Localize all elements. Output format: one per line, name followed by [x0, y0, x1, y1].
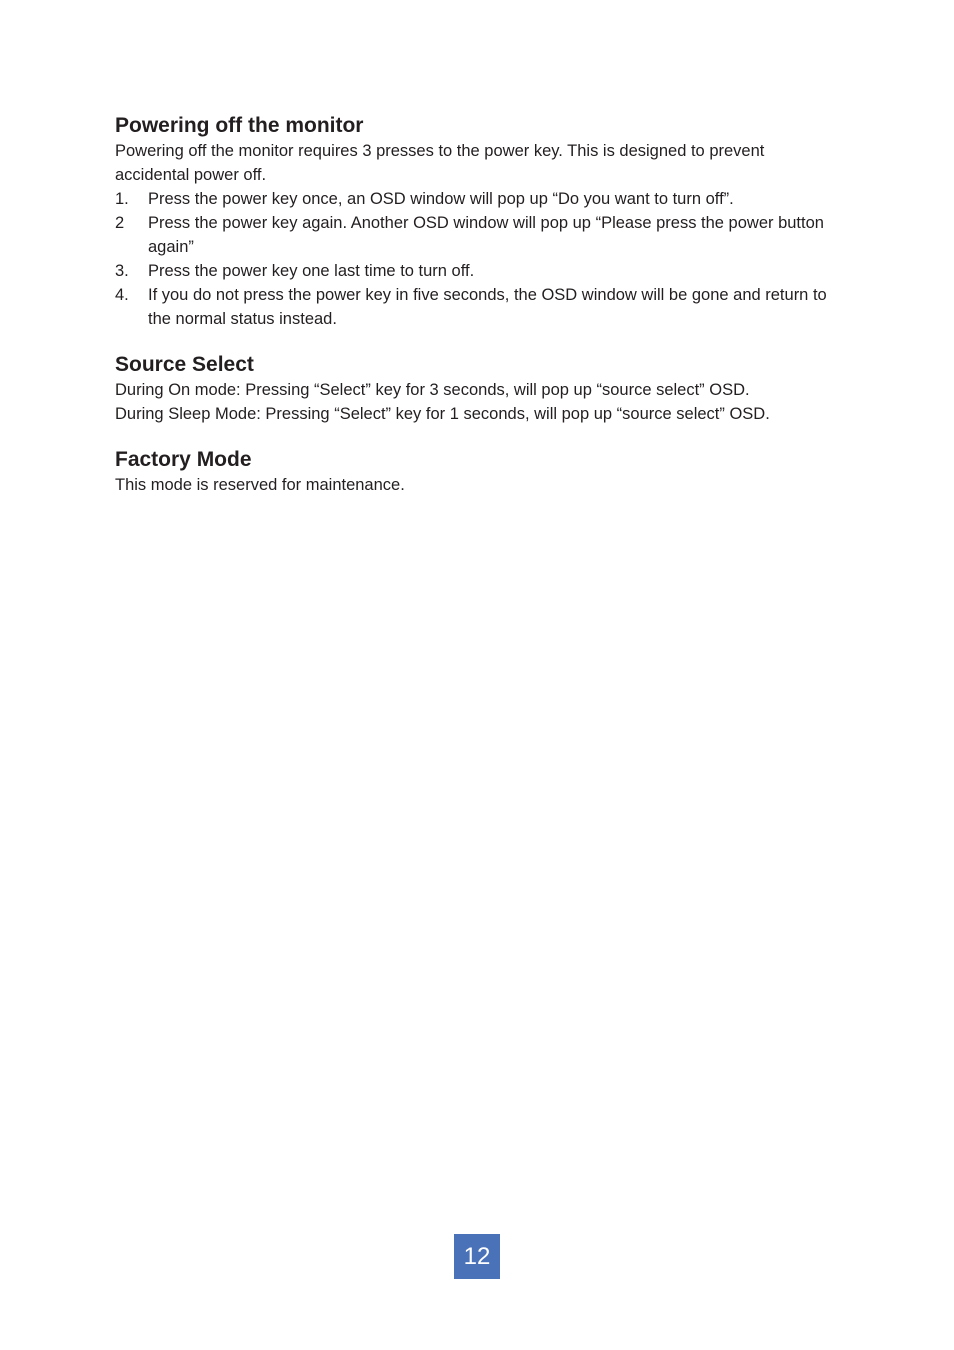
list-item-text: Press the power key once, an OSD window will pop up “Do you want to turn off”. [148, 190, 734, 208]
page-content [115, 113, 835, 497]
factory-mode-description: This mode is reserved for maintenance. [115, 476, 405, 494]
section-powering-off [115, 113, 835, 331]
list-item-number: 2 [115, 214, 125, 232]
section-title-powering-off: Powering off the monitor [115, 114, 364, 137]
section-factory-mode [115, 447, 835, 497]
powering-off-steps [115, 187, 835, 331]
section-title-source-select: Source Select [115, 353, 254, 376]
list-item-text: Press the power key one last time to turn off. [148, 262, 475, 280]
list-item [115, 211, 835, 259]
list-item [115, 187, 835, 211]
section-source-select [115, 352, 835, 426]
list-item-number: 4. [115, 286, 129, 304]
list-item-text: If you do not press the power key in five seconds, the OSD window will be gone and return to the normal status instead. [148, 286, 827, 328]
list-item [115, 283, 835, 331]
powering-off-intro: Powering off the monitor requires 3 presses to the power key. This is designed to prevent accidental power off. [115, 142, 765, 184]
list-item-number: 3. [115, 262, 129, 280]
page-number: 12 [454, 1234, 500, 1279]
source-select-on-mode: During On mode: Pressing “Select” key for 3 seconds, will pop up “source select” OSD. [115, 381, 750, 399]
list-item [115, 259, 835, 283]
section-title-factory-mode: Factory Mode [115, 448, 252, 471]
list-item-text: Press the power key again. Another OSD window will pop up “Please press the power button again” [148, 214, 824, 256]
source-select-sleep-mode: During Sleep Mode: Pressing “Select” key for 1 seconds, will pop up “source select” OSD. [115, 405, 770, 423]
list-item-number: 1. [115, 190, 129, 208]
